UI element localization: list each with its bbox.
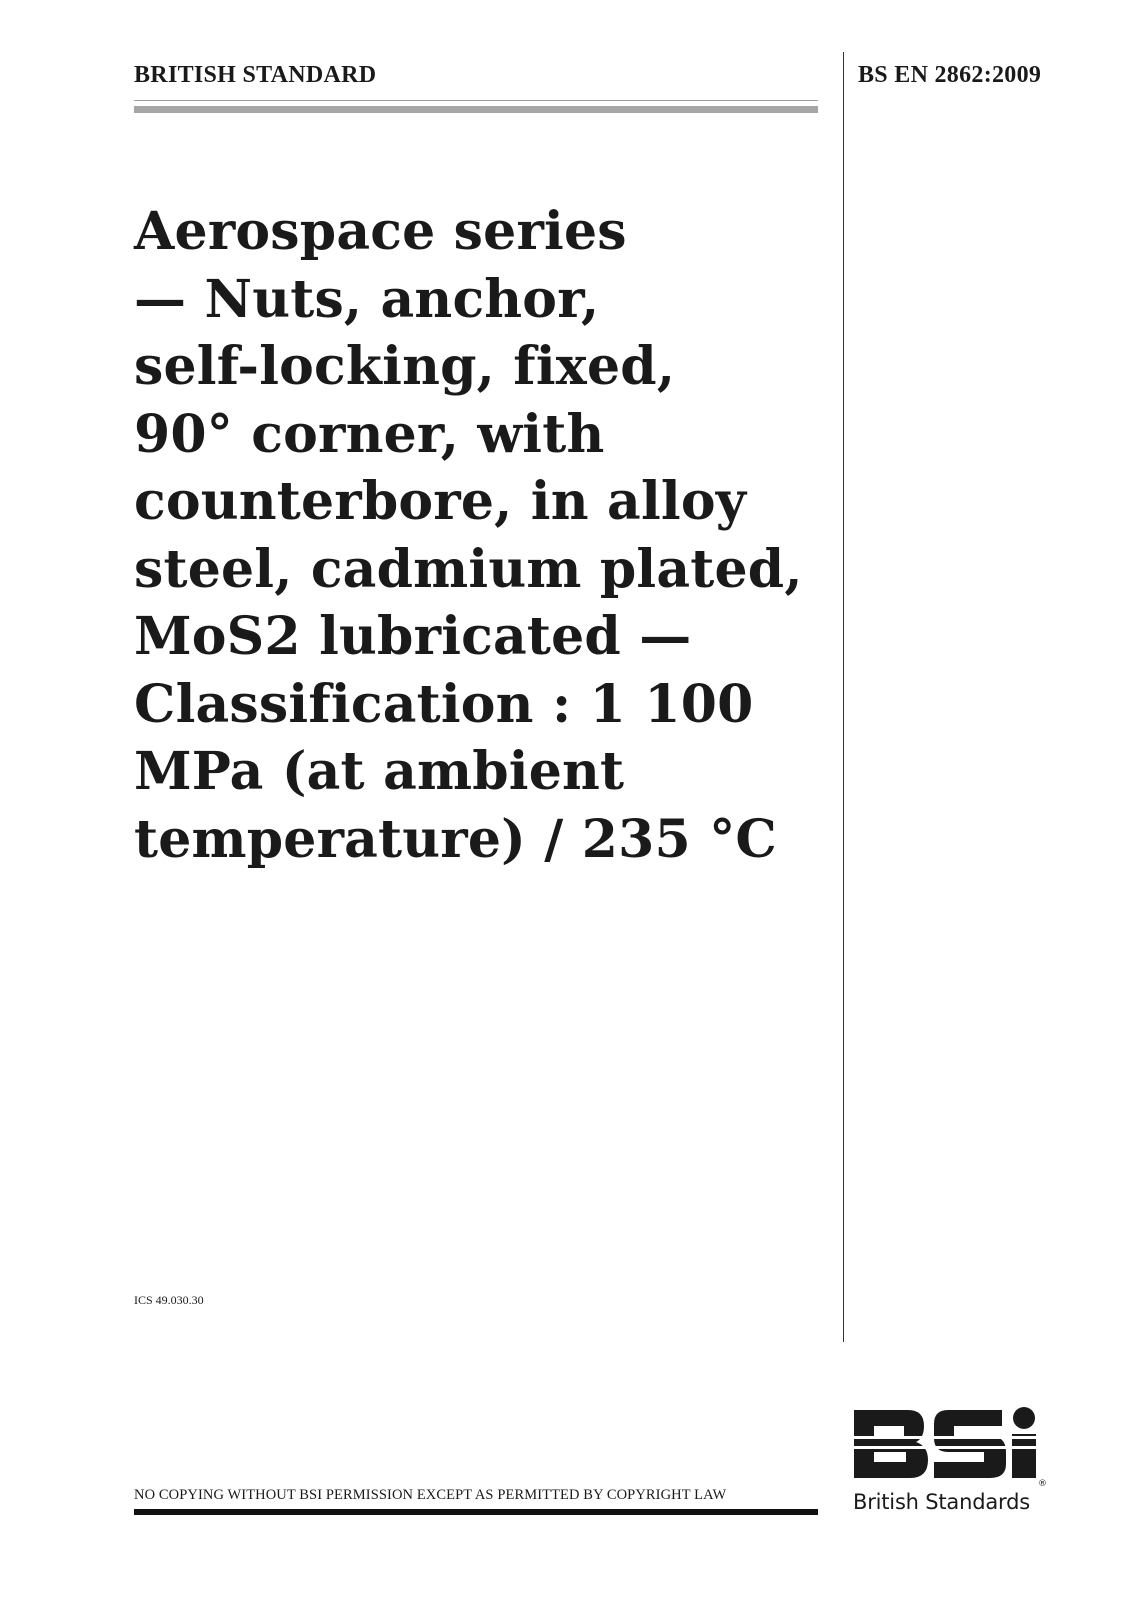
- header-rule-thick: [134, 106, 818, 113]
- header-rule-thin: [134, 100, 818, 101]
- bsi-logo-i-glyph: [1012, 1407, 1036, 1478]
- standard-number: BS EN 2862:2009: [858, 62, 1042, 88]
- registered-mark: ®: [1038, 1479, 1047, 1486]
- copyright-notice: NO COPYING WITHOUT BSI PERMISSION EXCEPT AS PERMITTED BY COPYRIGHT LAW: [134, 1487, 727, 1503]
- footer-rule: [134, 1509, 818, 1515]
- bsi-logo-s-glyph: [934, 1410, 1006, 1478]
- series-label: BRITISH STANDARD: [134, 62, 377, 88]
- logo-caption: British Standards: [853, 1490, 1030, 1514]
- ics-code: ICS 49.030.30: [134, 1293, 204, 1307]
- document-title: Aerospace series — Nuts, anchor, self-locking, fixed, 90° corner, with counterbore, in alloy steel, cadmium plated, MoS2 lubricated — Classification : 1 100 MPa (at ambient temperature) / 235 °C: [134, 201, 803, 870]
- bsi-logo: [850, 1406, 1050, 1524]
- bsi-wordmark-icon: [850, 1406, 1050, 1486]
- bsi-logo-b-glyph: [854, 1410, 928, 1478]
- vertical-divider: [843, 52, 844, 1342]
